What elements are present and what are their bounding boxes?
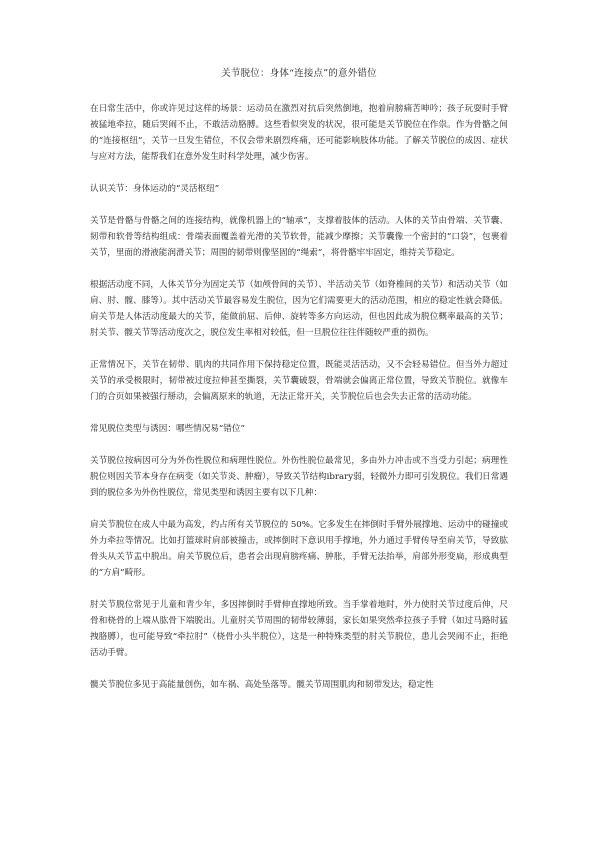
paragraph-joint-types: 根据活动度不同，人体关节分为固定关节（如颅骨间的关节）、半活动关节（如脊椎间的关节）和活动关节（如肩、肘、髋、膝等）。其中活动关节最容易发生脱位，因为它们需要更大的活动范围，相应的稳定性就会降低。肩关节是人体活动度最大的关节，能做前屈、后伸、旋转等多方向运动，但也因此成为脱位概率最高的关节；肘关节、髋关节等活动度次之，脱位发生率相对较低，但一旦脱位往往伴随较严重的损伤。 [90,280,508,338]
section-heading-joints: 认识关节：身体运动的“灵活枢纽” [90,184,220,194]
section-heading-dislocation-types: 常见脱位类型与诱因：哪些情况易“错位” [90,424,245,434]
paragraph-joint-stability: 正常情况下，关节在韧带、肌肉的共同作用下保持稳定位置，既能灵活活动，又不会轻易错位。但当外力超过关节的承受极限时，韧带被过度拉伸甚至撕裂，关节囊破裂，骨端就会偏离正常位置，导致关节脱位。就像车门的合页如果被强行掰动，会偏离原来的轨道，无法正常开关，关节脱位后也会失去正常的活动功能。 [90,360,508,402]
paragraph-hip-dislocation: 髋关节脱位多见于高能量创伤，如车祸、高处坠落等。髋关节周围肌肉和韧带发达，稳定性 [90,680,434,690]
intro-paragraph: 在日常生活中，你或许见过这样的场景：运动员在激烈对抗后突然倒地，抱着肩膀痛苦呻吟；孩子玩耍时手臂被猛地牵拉，随后哭闹不止，不敢活动胳膊。这些看似突发的状况，很可能是关节脱位在作祟。作为骨骼之间的“连接枢纽”，关节一旦发生错位，不仅会带来剧烈疼痛，还可能影响肢体功能。了解关节脱位的成因、症状与应对方法，能帮我们在意外发生时科学处理，减少伤害。 [90,104,508,162]
paragraph-elbow-dislocation: 肘关节脱位常见于儿童和青少年，多因摔倒时手臂伸直撑地所致。当手掌着地时，外力使肘关节过度后伸，尺骨和桡骨的上端从肱骨下端脱出。儿童肘关节周围的韧带较薄弱，家长如果突然牵拉孩子手臂（如过马路时猛拽胳膊），也可能导致“牵拉肘”（桡骨小头半脱位），这是一种特殊类型的肘关节脱位，患儿会哭闹不止，拒绝活动手臂。 [90,600,508,658]
paragraph-shoulder-dislocation: 肩关节脱位在成人中最为高发，约占所有关节脱位的 50%。它多发生在摔倒时手臂外展撑地、运动中的碰撞或外力牵拉等情况。比如打篮球时肩部被撞击，或摔倒时下意识用手撑地，外力通过手臂传导至肩关节，导致肱骨头从关节盂中脱出。肩关节脱位后，患者会出现肩膀疼痛、肿胀，手臂无法抬举，肩部外形变扁，形成典型的“方肩”畸形。 [90,520,508,578]
document-title: 关节脱位：身体“连接点”的意外错位 [221,68,377,79]
paragraph-dislocation-causes: 关节脱位按病因可分为外伤性脱位和病理性脱位。外伤性脱位最常见，多由外力冲击或不当受力引起；病理性脱位则因关节本身存在病变（如关节炎、肿瘤），导致关节结构ibrary弱，轻微外力即可引发脱位。我们日常遇到的脱位多为外伤性脱位，常见类型和诱因主要有以下几种： [90,456,508,498]
document-page [90,66,508,709]
paragraph-joint-structure: 关节是骨骼与骨骼之间的连接结构，就像机器上的“轴承”，支撑着肢体的活动。人体的关节由骨端、关节囊、韧带和软骨等结构组成：骨端表面覆盖着光滑的关节软骨，能减少摩擦；关节囊像一个密封的“口袋”，包裹着关节，里面的滑液能润滑关节；周围的韧带则像坚固的“绳索”，将骨骼牢牢固定，维持关节稳定。 [90,216,508,258]
